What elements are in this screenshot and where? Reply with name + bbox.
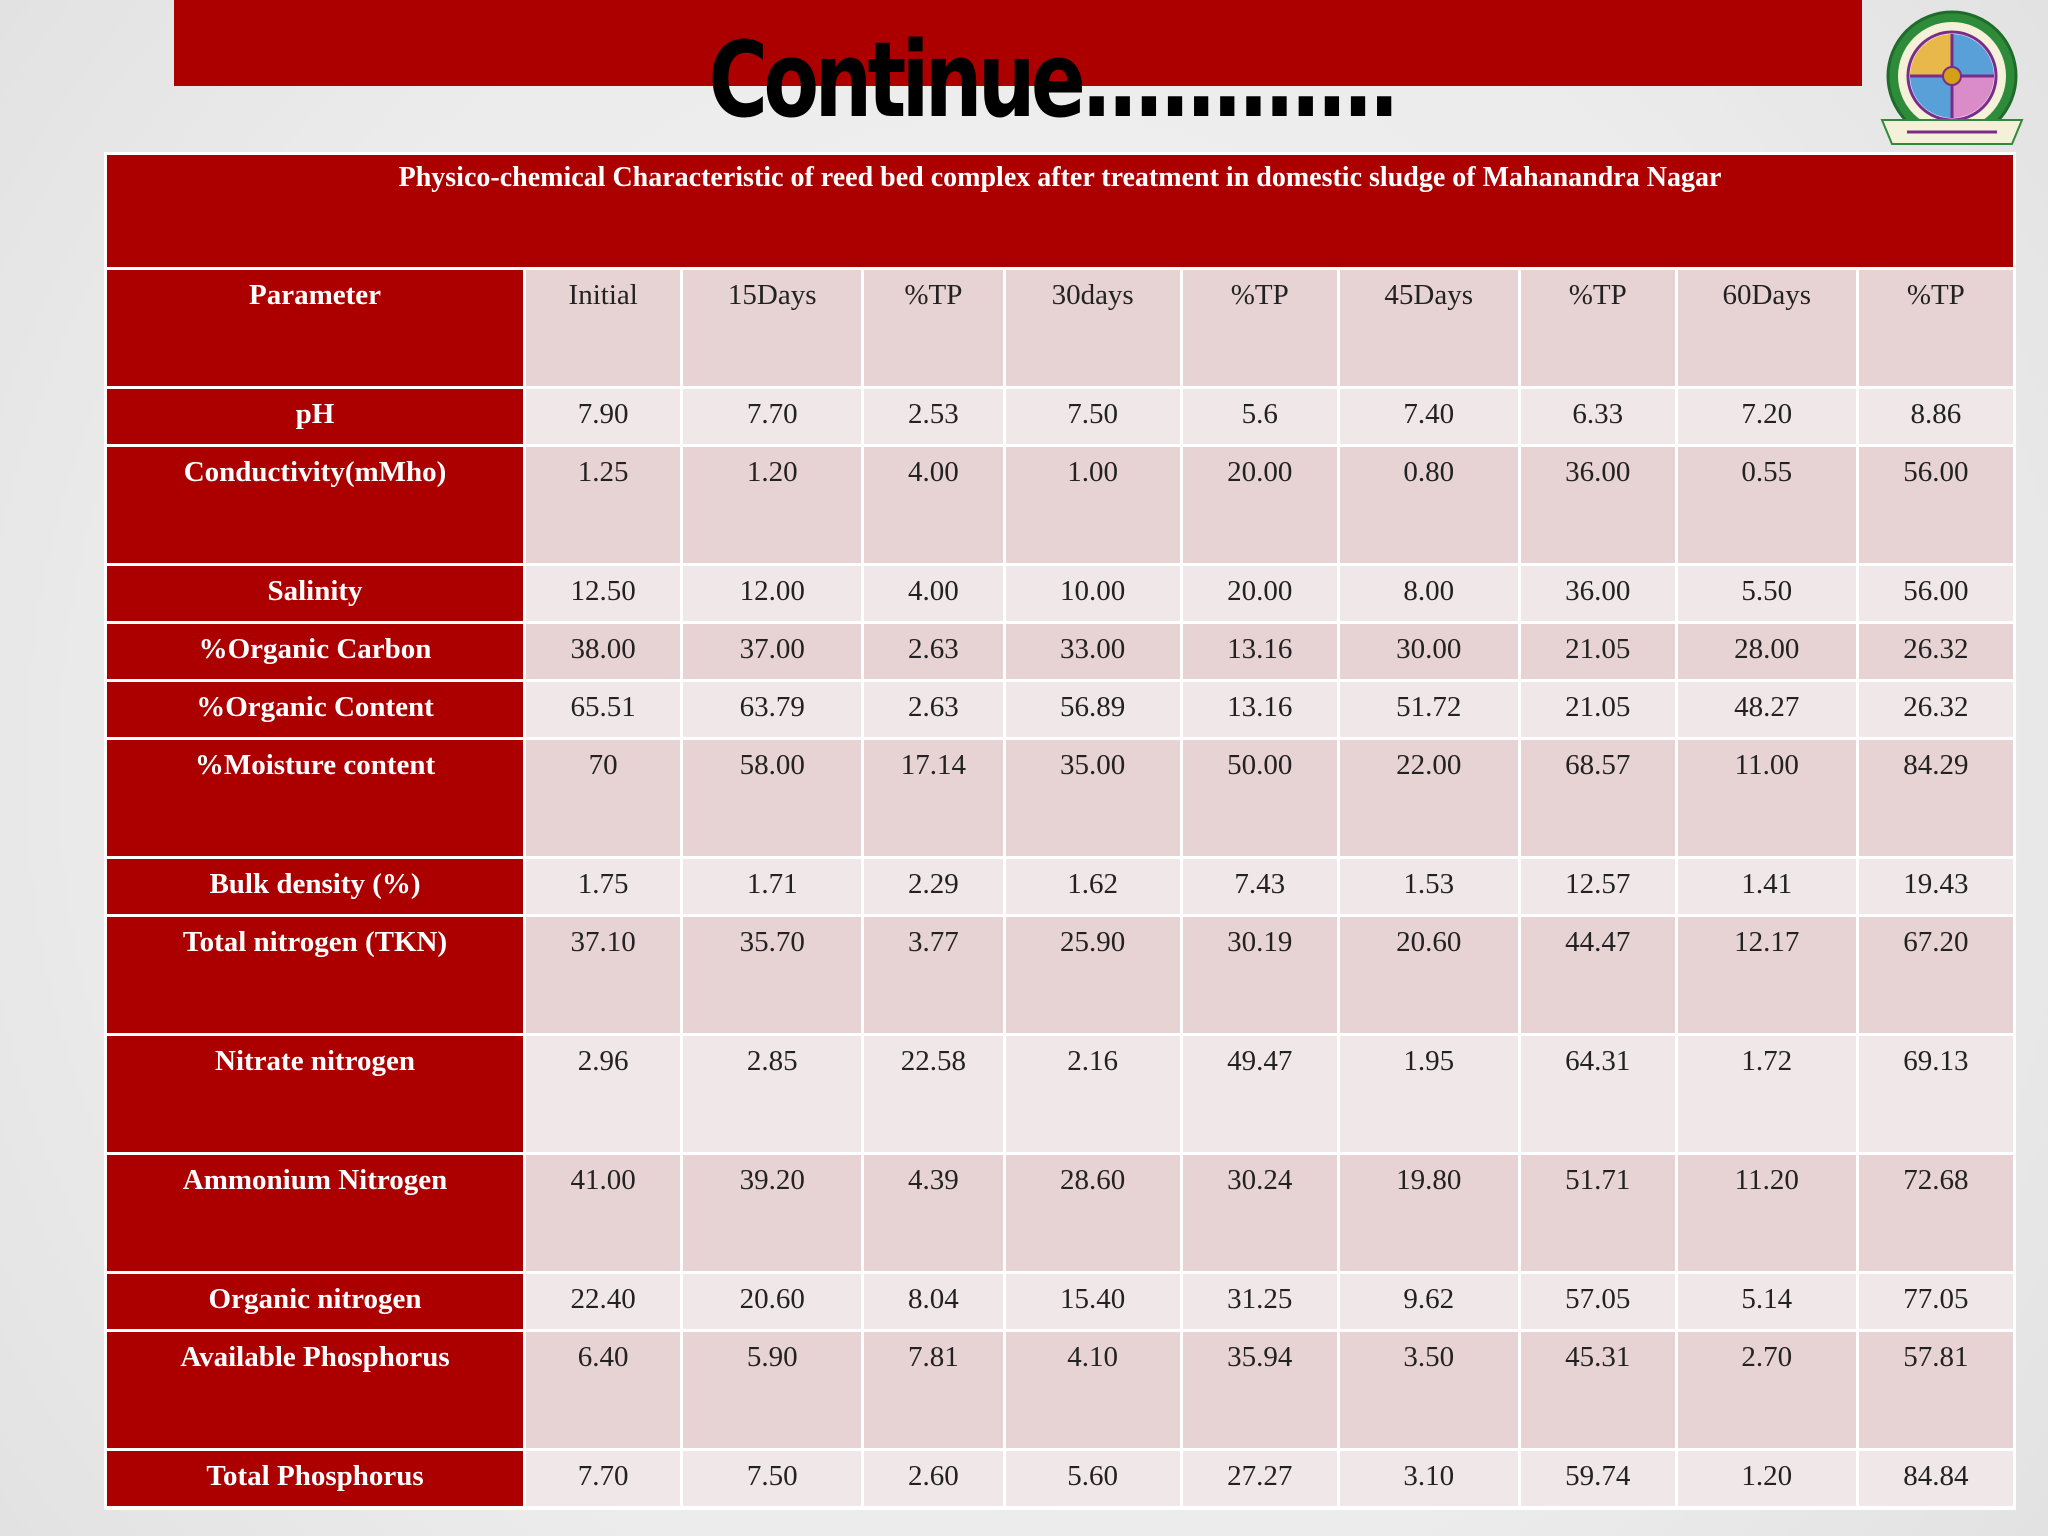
table-row [107,917,2013,1033]
table-cell: 21.05 [1521,682,1675,737]
row-label: Conductivity(mMho) [107,447,523,563]
row-label: Nitrate nitrogen [107,1036,523,1152]
row-label: Salinity [107,566,523,621]
table-cell: 3.10 [1340,1451,1518,1506]
table-cell: 30.00 [1340,624,1518,679]
table-cell: 20.60 [683,1274,861,1329]
physico-chemical-table [104,152,2016,1509]
table-cell: 35.00 [1006,740,1180,856]
column-header: %TP [864,270,1003,386]
table-row [107,1036,2013,1152]
table-cell: 22.40 [526,1274,680,1329]
table-row [107,447,2013,563]
table-cell: 15.40 [1006,1274,1180,1329]
table-cell: 33.00 [1006,624,1180,679]
table-cell: 5.90 [683,1332,861,1448]
table-cell: 19.80 [1340,1155,1518,1271]
table-cell: 13.16 [1183,682,1337,737]
row-label: pH [107,389,523,444]
table-cell: 12.00 [683,566,861,621]
table-cell: 3.50 [1340,1332,1518,1448]
table-cell: 63.79 [683,682,861,737]
row-label: %Organic Content [107,682,523,737]
table-cell: 1.62 [1006,859,1180,914]
table-cell: 39.20 [683,1155,861,1271]
table-cell: 2.16 [1006,1036,1180,1152]
table-cell: 28.00 [1678,624,1856,679]
table-cell: 30.24 [1183,1155,1337,1271]
table-cell: 59.74 [1521,1451,1675,1506]
table-cell: 2.29 [864,859,1003,914]
table-cell: 6.33 [1521,389,1675,444]
table-cell: 0.55 [1678,447,1856,563]
table-row [107,682,2013,737]
table-cell: 22.00 [1340,740,1518,856]
table-cell: 51.72 [1340,682,1518,737]
column-header-parameter: Parameter [107,270,523,386]
table-cell: 2.70 [1678,1332,1856,1448]
row-label: Organic nitrogen [107,1274,523,1329]
row-label: Available Phosphorus [107,1332,523,1448]
data-table-container [104,152,2016,1510]
institute-seal-icon [1862,8,2042,150]
table-cell: 8.86 [1859,389,2013,444]
table-cell: 57.81 [1859,1332,2013,1448]
table-cell: 44.47 [1521,917,1675,1033]
table-cell: 7.20 [1678,389,1856,444]
table-cell: 8.04 [864,1274,1003,1329]
table-cell: 56.00 [1859,447,2013,563]
table-cell: 31.25 [1183,1274,1337,1329]
table-cell: 67.20 [1859,917,2013,1033]
table-cell: 19.43 [1859,859,2013,914]
table-cell: 64.31 [1521,1036,1675,1152]
table-cell: 7.70 [683,389,861,444]
table-cell: 38.00 [526,624,680,679]
table-cell: 7.81 [864,1332,1003,1448]
table-cell: 56.89 [1006,682,1180,737]
table-cell: 20.00 [1183,566,1337,621]
table-cell: 2.53 [864,389,1003,444]
table-row [107,1274,2013,1329]
table-cell: 36.00 [1521,447,1675,563]
column-header: 15Days [683,270,861,386]
table-cell: 20.60 [1340,917,1518,1033]
table-cell: 11.20 [1678,1155,1856,1271]
column-header: 30days [1006,270,1180,386]
table-cell: 1.75 [526,859,680,914]
table-cell: 21.05 [1521,624,1675,679]
table-cell: 1.95 [1340,1036,1518,1152]
table-cell: 68.57 [1521,740,1675,856]
table-cell: 48.27 [1678,682,1856,737]
table-cell: 84.84 [1859,1451,2013,1506]
table-cell: 1.71 [683,859,861,914]
table-cell: 37.10 [526,917,680,1033]
row-label: %Organic Carbon [107,624,523,679]
column-header: %TP [1859,270,2013,386]
table-cell: 70 [526,740,680,856]
table-cell: 1.25 [526,447,680,563]
table-cell: 9.62 [1340,1274,1518,1329]
table-cell: 41.00 [526,1155,680,1271]
table-cell: 1.41 [1678,859,1856,914]
table-cell: 35.70 [683,917,861,1033]
row-label: Total nitrogen (TKN) [107,917,523,1033]
table-cell: 7.43 [1183,859,1337,914]
table-cell: 69.13 [1859,1036,2013,1152]
row-label: Total Phosphorus [107,1451,523,1506]
table-row [107,566,2013,621]
table-cell: 7.50 [683,1451,861,1506]
row-label: Ammonium Nitrogen [107,1155,523,1271]
table-cell: 10.00 [1006,566,1180,621]
table-cell: 28.60 [1006,1155,1180,1271]
column-header: 60Days [1678,270,1856,386]
table-row [107,624,2013,679]
table-row [107,1451,2013,1506]
table-cell: 77.05 [1859,1274,2013,1329]
table-cell: 12.17 [1678,917,1856,1033]
table-cell: 2.63 [864,624,1003,679]
table-cell: 30.19 [1183,917,1337,1033]
table-cell: 13.16 [1183,624,1337,679]
table-cell: 1.53 [1340,859,1518,914]
table-cell: 1.00 [1006,447,1180,563]
column-header: 45Days [1340,270,1518,386]
table-cell: 1.20 [683,447,861,563]
table-cell: 7.40 [1340,389,1518,444]
table-header-row [107,270,2013,386]
table-cell: 5.50 [1678,566,1856,621]
table-row [107,1155,2013,1271]
table-cell: 2.63 [864,682,1003,737]
table-cell: 2.96 [526,1036,680,1152]
table-cell: 50.00 [1183,740,1337,856]
table-cell: 35.94 [1183,1332,1337,1448]
table-cell: 0.80 [1340,447,1518,563]
table-cell: 7.50 [1006,389,1180,444]
table-caption: Physico-chemical Characteristic of reed bed complex after treatment in domestic sludge of Mahanandra Nagar [107,155,2013,267]
table-cell: 12.57 [1521,859,1675,914]
table-cell: 22.58 [864,1036,1003,1152]
table-cell: 45.31 [1521,1332,1675,1448]
table-cell: 4.00 [864,447,1003,563]
table-cell: 5.6 [1183,389,1337,444]
table-cell: 7.90 [526,389,680,444]
table-cell: 84.29 [1859,740,2013,856]
table-cell: 2.85 [683,1036,861,1152]
column-header: %TP [1183,270,1337,386]
table-cell: 58.00 [683,740,861,856]
table-cell: 1.20 [1678,1451,1856,1506]
row-label: %Moisture content [107,740,523,856]
table-cell: 27.27 [1183,1451,1337,1506]
table-row [107,859,2013,914]
table-row [107,1332,2013,1448]
table-cell: 4.39 [864,1155,1003,1271]
table-row [107,389,2013,444]
table-cell: 7.70 [526,1451,680,1506]
row-label: Bulk density (%) [107,859,523,914]
table-cell: 20.00 [1183,447,1337,563]
table-cell: 5.60 [1006,1451,1180,1506]
table-cell: 56.00 [1859,566,2013,621]
table-cell: 37.00 [683,624,861,679]
table-cell: 65.51 [526,682,680,737]
table-cell: 17.14 [864,740,1003,856]
table-cell: 57.05 [1521,1274,1675,1329]
table-cell: 4.10 [1006,1332,1180,1448]
table-cell: 5.14 [1678,1274,1856,1329]
table-cell: 26.32 [1859,682,2013,737]
table-cell: 8.00 [1340,566,1518,621]
column-header: Initial [526,270,680,386]
table-cell: 25.90 [1006,917,1180,1033]
table-cell: 72.68 [1859,1155,2013,1271]
table-cell: 11.00 [1678,740,1856,856]
table-cell: 49.47 [1183,1036,1337,1152]
slide-title: Continue............ [708,19,1395,141]
table-cell: 12.50 [526,566,680,621]
table-cell: 1.72 [1678,1036,1856,1152]
table-cell: 3.77 [864,917,1003,1033]
table-cell: 36.00 [1521,566,1675,621]
table-cell: 6.40 [526,1332,680,1448]
table-cell: 4.00 [864,566,1003,621]
table-cell: 2.60 [864,1451,1003,1506]
table-row [107,740,2013,856]
table-cell: 26.32 [1859,624,2013,679]
column-header: %TP [1521,270,1675,386]
table-cell: 51.71 [1521,1155,1675,1271]
